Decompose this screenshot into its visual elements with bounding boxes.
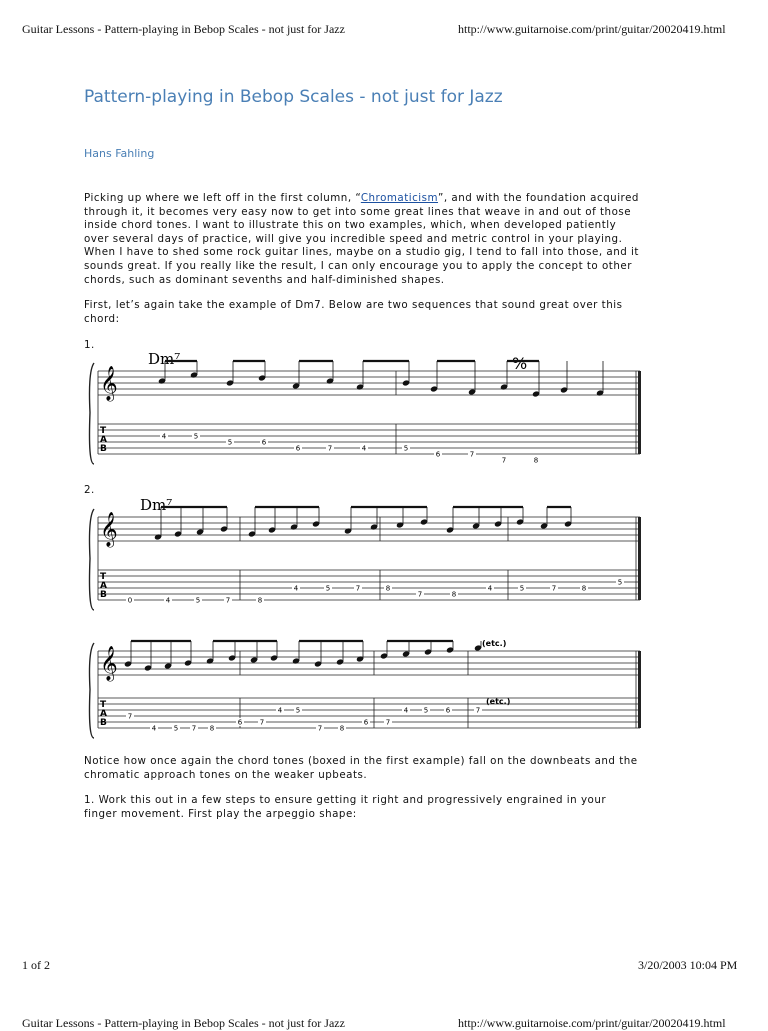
tab-letter: A	[100, 435, 107, 445]
next-page-header-title: Guitar Lessons - Pattern-playing in Bebop Scales - not just for Jazz	[22, 1016, 345, 1030]
tab-letter: T	[100, 572, 107, 582]
tab-number: 7	[191, 724, 197, 733]
tab-number: 5	[173, 724, 179, 733]
tab-number: 6	[261, 438, 267, 447]
intro-text-end: ”, and with the foundation acquired through it, it becomes very easy now to get into some great lines that weave in and out of those inside chord tones. I want to illustrate this on two examples, which, when developed patiently over several days of practice, will give you incredible speed and metric control in your playing. When I have to shed some rock guitar lines, maybe on a studio gig, I tend to fall into those, and it sounds great. If you really like the result, I can only encourage you to apply the concept to other chords, such as dominant sevenths and half-diminished shapes.	[84, 192, 639, 286]
tab-number: 8	[533, 456, 539, 465]
example-1-notation	[84, 348, 664, 470]
tab-number: 7	[259, 718, 265, 727]
next-page-header-url: http://www.guitarnoise.com/print/guitar/20020419.html	[458, 1016, 726, 1030]
tab-number: 7	[475, 706, 481, 715]
tab-number: 7	[469, 450, 475, 459]
tab-number: 0	[127, 596, 133, 605]
example-2-notation-system-2	[84, 628, 664, 744]
tab-number: 5	[403, 444, 409, 453]
tab-number: 6	[237, 718, 243, 727]
tab-number: 7	[127, 712, 133, 721]
tab-letter: A	[100, 709, 107, 719]
tab-number: 5	[195, 596, 201, 605]
article-title: Pattern-playing in Bebop Scales - not just for Jazz	[84, 87, 503, 107]
tab-number: 4	[361, 444, 367, 453]
tab-number: 4	[151, 724, 157, 733]
print-header-title: Guitar Lessons - Pattern-playing in Bebop Scales - not just for Jazz	[22, 22, 345, 36]
example-2-notation-system-1	[84, 494, 664, 616]
final-barline-thick	[638, 517, 641, 600]
example-1-label: 1.	[84, 339, 95, 351]
chromaticism-link[interactable]: Chromaticism	[360, 192, 439, 204]
intro-paragraph	[84, 192, 640, 287]
tab-number: 7	[327, 444, 333, 453]
tab-staff	[98, 698, 640, 733]
tab-number: 7	[225, 596, 231, 605]
tab-number: 7	[385, 718, 391, 727]
tab-number: 7	[501, 456, 507, 465]
tab-letter: T	[100, 700, 107, 710]
tab-number: 8	[385, 584, 391, 593]
tab-number: 6	[363, 718, 369, 727]
tab-number: 8	[209, 724, 215, 733]
etc-label-tab: (etc.)	[486, 697, 511, 706]
tab-number: 7	[417, 590, 423, 599]
tab-staff	[98, 424, 640, 465]
tab-number: 7	[355, 584, 361, 593]
tab-number: 5	[519, 584, 525, 593]
tab-letter: B	[100, 590, 107, 600]
intro-text-start: Picking up where we left off in the first column, “	[84, 192, 361, 204]
tab-number: 8	[339, 724, 345, 733]
tab-number: 8	[451, 590, 457, 599]
treble-clef-icon: 𝄞	[100, 512, 118, 547]
tab-number: 5	[617, 578, 623, 587]
system-bracket	[90, 643, 95, 738]
treble-clef-icon: 𝄞	[100, 646, 118, 681]
tab-number: 4	[161, 432, 167, 441]
page-number: 1 of 2	[22, 958, 50, 972]
repeat-sign: %	[512, 354, 528, 373]
tab-number: 4	[403, 706, 409, 715]
step-1-paragraph: 1. Work this out in a few steps to ensure getting it right and progressively engrained in your finger movement. First play the arpeggio shape:	[84, 794, 607, 820]
system-bracket	[90, 509, 95, 610]
music-staff	[90, 509, 642, 610]
tab-letter: T	[100, 426, 107, 436]
tab-letter: B	[100, 718, 107, 728]
chord-tones-paragraph: Notice how once again the chord tones (boxed in the first example) fall on the downbeats and the chromatic approach tones on the weaker upbeats.	[84, 755, 638, 781]
staff-notes	[124, 641, 482, 672]
tab-number: 8	[257, 596, 263, 605]
tab-number: 7	[317, 724, 323, 733]
tab-staff	[98, 570, 640, 605]
tab-number: 5	[325, 584, 331, 593]
tab-number: 4	[165, 596, 171, 605]
etc-label-staff: (etc.)	[482, 639, 507, 648]
treble-clef-icon: 𝄞	[100, 366, 118, 401]
tab-number: 5	[423, 706, 429, 715]
chord-symbol: Dm⁷	[148, 350, 181, 368]
tab-number: 7	[551, 584, 557, 593]
tab-number: 4	[277, 706, 283, 715]
final-barline-thick	[638, 371, 641, 454]
tab-number: 8	[581, 584, 587, 593]
tab-letter: A	[100, 581, 107, 591]
system-bracket	[90, 363, 95, 464]
article-author: Hans Fahling	[84, 147, 155, 160]
tab-letter: B	[100, 444, 107, 454]
staff-notes	[158, 361, 604, 398]
print-header-url: http://www.guitarnoise.com/print/guitar/20020419.html	[458, 22, 726, 36]
print-datetime: 3/20/2003 10:04 PM	[638, 958, 738, 972]
tab-number: 4	[293, 584, 299, 593]
final-barline-thick	[638, 651, 641, 728]
tab-number: 6	[295, 444, 301, 453]
examples-intro-paragraph: First, let’s again take the example of Dm7. Below are two sequences that sound great over this chord:	[84, 299, 623, 325]
tab-number: 4	[487, 584, 493, 593]
tab-number: 5	[227, 438, 233, 447]
tab-number: 6	[435, 450, 441, 459]
example-2-label: 2.	[84, 484, 95, 496]
tab-number: 5	[295, 706, 301, 715]
staff-notes	[154, 507, 572, 541]
chord-symbol: Dm⁷	[140, 496, 173, 514]
tab-number: 6	[445, 706, 451, 715]
tab-number: 5	[193, 432, 199, 441]
